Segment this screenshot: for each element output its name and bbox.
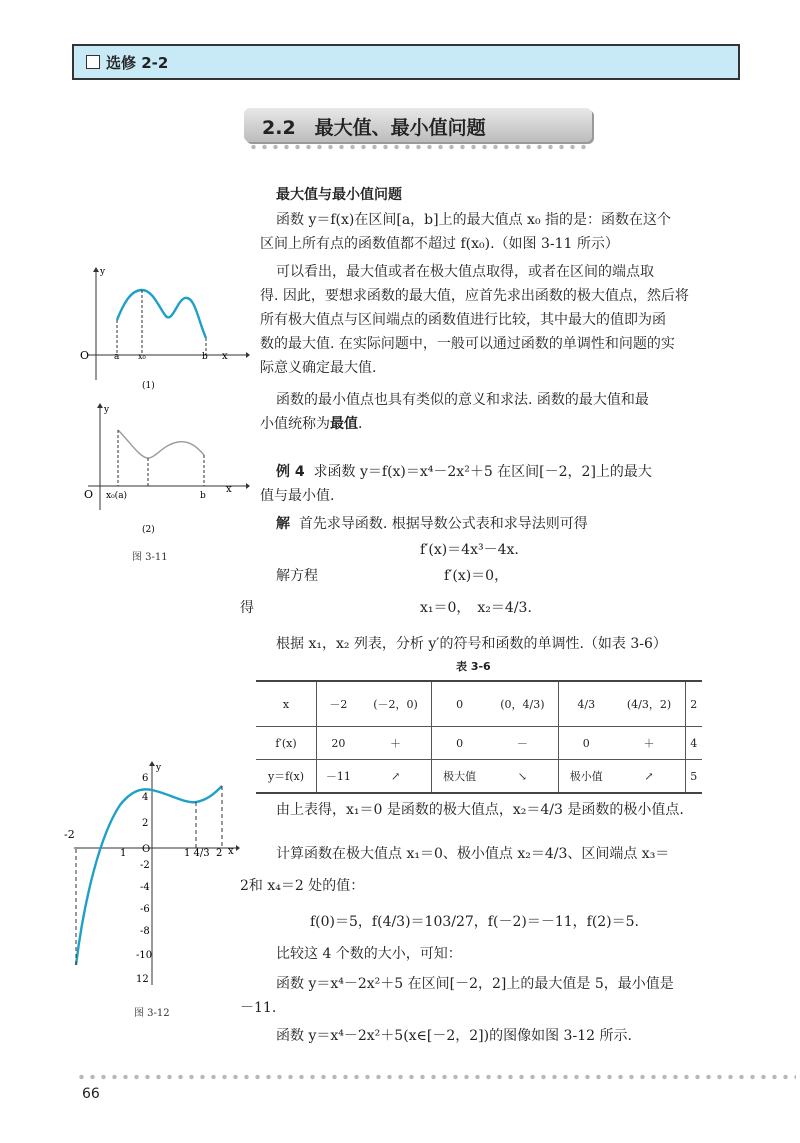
equation-zero: f′(x)＝0，: [444, 568, 509, 584]
para-line: 区间上所有点的函数值都不超过 f(x₀).（如图 3-11 所示）: [260, 236, 619, 252]
table-cell: 0: [432, 681, 487, 727]
curve: [76, 786, 222, 965]
subfigure-label: (1): [142, 381, 155, 390]
y-tick: 6: [142, 773, 149, 784]
x-axis-arrow-icon: [246, 483, 250, 489]
origin-label: O: [142, 844, 151, 855]
table-row: [256, 681, 702, 727]
result-line: 函数 y＝x⁴－2x²＋5(x∈[－2，2])的图像如图 3-12 所示.: [276, 1028, 632, 1044]
b-label: b: [200, 491, 206, 501]
y-tick: 12: [136, 974, 149, 985]
figure-3-12: [60, 760, 240, 1000]
para-text: 小值统称为: [260, 416, 330, 432]
table-cell: 极大值: [432, 760, 487, 794]
result-line: －11.: [240, 1000, 277, 1016]
table-cell: 0: [558, 727, 613, 760]
solution-text: 首先求导函数. 根据导数公式表和求导法则可得: [298, 516, 588, 532]
table-cell: (4/3，2): [613, 681, 685, 727]
table-cell: ↗: [360, 760, 432, 794]
curve: [117, 290, 206, 338]
table-cell: f′(x): [256, 727, 317, 760]
table-cell: ＋: [613, 727, 685, 760]
sign-table: [256, 680, 702, 794]
para-line: 数的最大值. 在实际问题中，一般可以通过函数的单调性和问题的实: [260, 336, 675, 352]
origin-label: O: [80, 349, 90, 362]
x-axis-arrow-icon: [236, 845, 240, 851]
table-cell: (－2，0): [360, 681, 432, 727]
book-title: 选修 2-2: [106, 54, 169, 72]
x0a-label: x₀(a): [106, 491, 128, 501]
equation-derivative: f′(x)＝4x³－4x.: [420, 542, 519, 558]
table-cell: 2: [685, 681, 702, 727]
curve: [118, 430, 204, 458]
x0-label: x₀: [138, 352, 146, 361]
x-tick-1: 1: [120, 848, 127, 859]
table-cell: －2: [317, 681, 360, 727]
b-label: b: [202, 352, 208, 362]
y-label: y: [100, 267, 106, 277]
solution-line: 得: [240, 600, 254, 616]
x-axis-arrow-icon: [246, 352, 250, 358]
para-text: .: [358, 416, 363, 432]
para-line: 得. 因此，要想求函数的最大值，应首先求出函数的极大值点，然后将: [260, 288, 689, 304]
table-cell: －: [487, 727, 559, 760]
table-cell: y＝f(x): [256, 760, 317, 794]
x-tick-neg2: -2: [64, 828, 75, 841]
solution-line: [276, 512, 588, 536]
figure-3-12-caption: 图 3-12: [134, 1008, 170, 1019]
y-axis-arrow-icon: [93, 267, 99, 272]
y-label: y: [156, 763, 162, 773]
origin-label: O: [84, 488, 94, 501]
example-line: [276, 460, 652, 484]
para-line: 函数的最小值点也具有类似的意义和求法. 函数的最大值和最: [276, 392, 649, 408]
equation-roots: x₁＝0， x₂＝4/3.: [420, 600, 532, 616]
x-label: x: [228, 846, 234, 857]
table-cell: 极小值: [558, 760, 613, 794]
y-axis-arrow-icon: [149, 761, 155, 766]
table-cell: 5: [685, 760, 702, 794]
footer-dots-divider: [76, 1074, 796, 1080]
x-tick-2: 2: [216, 848, 223, 859]
figure-3-11-1: [70, 260, 250, 390]
x-tick-4-3: 1 4/3: [184, 848, 210, 859]
result-line: 比较这 4 个数的大小，可知：: [276, 946, 462, 962]
table-cell: ↗: [613, 760, 685, 794]
y-axis-arrow-icon: [97, 403, 103, 408]
y-tick: -10: [136, 950, 153, 961]
result-line: 函数 y＝x⁴－2x²＋5 在区间[－2，2]上的最大值是 5，最小值是: [276, 976, 674, 992]
a-label: a: [114, 352, 120, 362]
header-square-icon: [86, 55, 100, 69]
table-cell: －11: [317, 760, 360, 794]
solution-line: 根据 x₁，x₂ 列表，分析 y′的符号和函数的单调性.（如表 3-6）: [276, 636, 667, 652]
para-line: 函数 y＝f(x)在区间[a，b]上的最大值点 x₀ 指的是：函数在这个: [276, 212, 671, 228]
chapter-header-bar: [72, 44, 740, 80]
table-row: [256, 727, 702, 760]
y-tick: 2: [142, 818, 149, 829]
y-tick: -8: [140, 926, 150, 937]
para-line: [260, 412, 362, 436]
table-cell: ↘: [487, 760, 559, 794]
table-cell: ＋: [360, 727, 432, 760]
y-tick: -4: [140, 882, 150, 893]
x-label: x: [226, 484, 232, 495]
solution-line: 解方程: [276, 568, 318, 584]
y-tick: 4: [142, 792, 149, 803]
title-dots-divider: [248, 144, 592, 150]
solution-label: 解: [276, 516, 290, 532]
y-label: y: [104, 405, 110, 415]
result-line: 2和 x₄＝2 处的值：: [240, 878, 365, 894]
table-row: [256, 760, 702, 794]
y-tick: -2: [140, 860, 150, 871]
table-cell: x: [256, 681, 317, 727]
table-cell: 4: [685, 727, 702, 760]
result-line: 由上表得，x₁＝0 是函数的极大值点，x₂＝4/3 是函数的极小值点.: [276, 802, 684, 818]
table-cell: 20: [317, 727, 360, 760]
y-tick: -6: [140, 904, 150, 915]
section-title: 2.2 最大值、最小值问题: [262, 117, 486, 139]
table-caption: 表 3-6: [456, 660, 491, 673]
x-label: x: [222, 351, 228, 362]
example-line: 值与最小值.: [260, 488, 335, 504]
example-label: 例 4: [276, 464, 305, 480]
para-line: 可以看出，最大值或者在极大值点取得，或者在区间的端点取: [276, 264, 654, 280]
table-cell: (0，4/3): [487, 681, 559, 727]
page-number: 66: [82, 1086, 100, 1102]
values-equation: f(0)＝5，f(4/3)＝103/27，f(－2)＝－11，f(2)＝5.: [310, 914, 640, 930]
table-cell: 0: [432, 727, 487, 760]
figure-3-11-caption: 图 3-11: [132, 552, 168, 563]
para-line: 所有极大值点与区间端点的函数值进行比较，其中最大的值即为函: [260, 312, 666, 328]
table-cell: 4/3: [558, 681, 613, 727]
subsection-title: 最大值与最小值问题: [276, 187, 402, 203]
result-line: 计算函数在极大值点 x₁＝0、极小值点 x₂＝4/3、区间端点 x₃＝: [276, 846, 670, 862]
example-text: 求函数 y＝f(x)＝x⁴－2x²＋5 在区间[－2，2]上的最大: [313, 464, 652, 480]
figure-3-11-2: [70, 400, 250, 540]
para-line: 际意义确定最大值.: [260, 360, 377, 376]
subfigure-label: (2): [142, 525, 155, 535]
term-zuizhi: 最值: [330, 416, 358, 432]
